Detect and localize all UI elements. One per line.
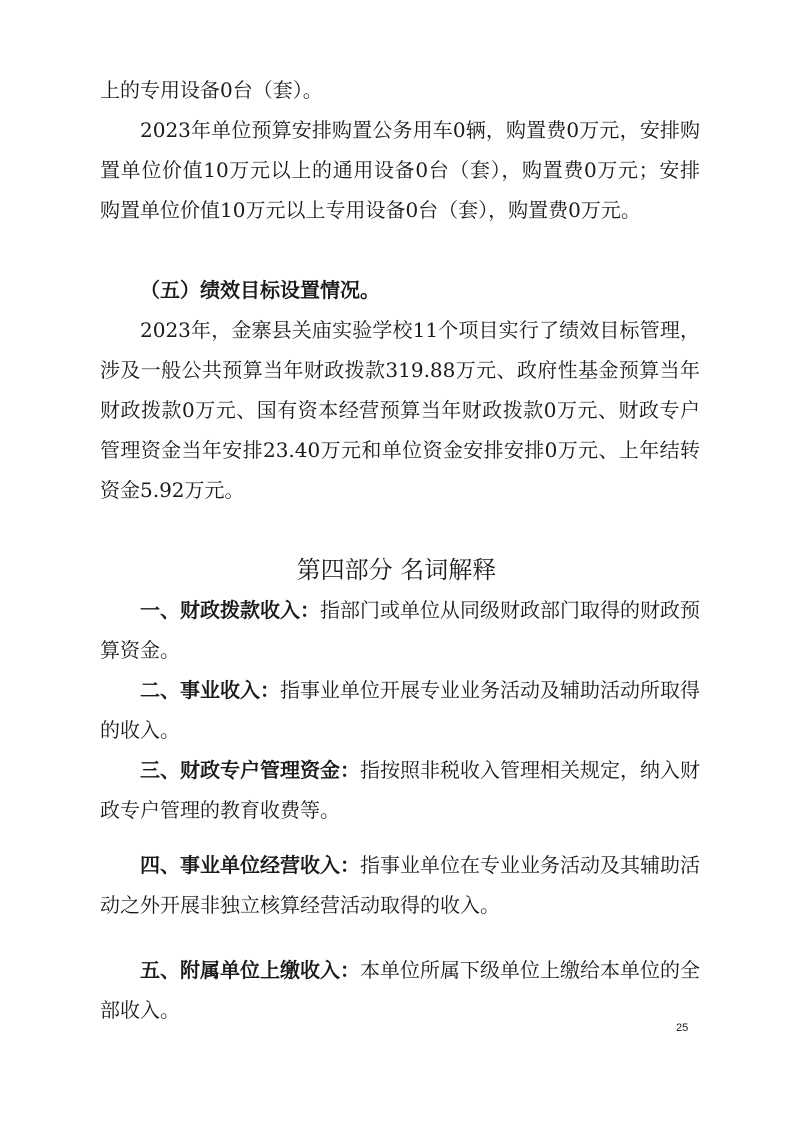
term-item — [100, 845, 700, 925]
term-label: 五、附属单位上缴收入： — [140, 958, 360, 982]
term-definition: 指部门或单位从同级财政部门取得的财政预算资金。 — [100, 598, 700, 662]
sub-heading-performance: （五）绩效目标设置情况。 — [140, 278, 380, 302]
term-item — [100, 590, 700, 670]
page-number: 25 — [676, 1022, 689, 1034]
term-definition: 指事业单位在专业业务活动及其辅助活动之外开展非独立核算经营活动取得的收入。 — [100, 853, 700, 917]
term-definition: 指按照非税收入管理相关规定，纳入财政专户管理的教育收费等。 — [100, 758, 700, 822]
term-definition: 指事业单位开展专业业务活动及辅助活动所取得的收入。 — [100, 678, 700, 742]
term-item — [100, 670, 700, 750]
term-label: 四、事业单位经营收入： — [140, 853, 360, 877]
term-item — [100, 750, 700, 830]
term-label: 三、财政专户管理资金： — [140, 758, 360, 782]
term-item — [100, 950, 700, 1030]
term-definition: 本单位所属下级单位上缴给本单位的全部收入。 — [100, 958, 700, 1022]
term-label: 一、财政拨款收入： — [140, 598, 320, 622]
term-label: 二、事业收入： — [140, 678, 280, 702]
section-title: 第四部分 名词解释 — [296, 556, 497, 584]
paragraph-vehicle-equipment: 2023年单位预算安排购置公务用车0辆，购置费0万元，安排购置单位价值10万元以上的通用设备0台（套），购置费0万元；安排购置单位价值10万元以上专用设备0台（套），购置费0万元。 — [100, 118, 700, 222]
paragraph-performance: 2023年，金寨县关庙实验学校11个项目实行了绩效目标管理，涉及一般公共预算当年财政拨款319.88万元、政府性基金预算当年财政拨款0万元、国有资本经营预算当年财政拨款0万元、财政专户管理资金当年安排23.40万元和单位资金安排安排0万元、上年结转资金5.92万元。 — [100, 318, 700, 502]
paragraph-carry-over: 上的专用设备0台（套）。 — [100, 78, 323, 102]
